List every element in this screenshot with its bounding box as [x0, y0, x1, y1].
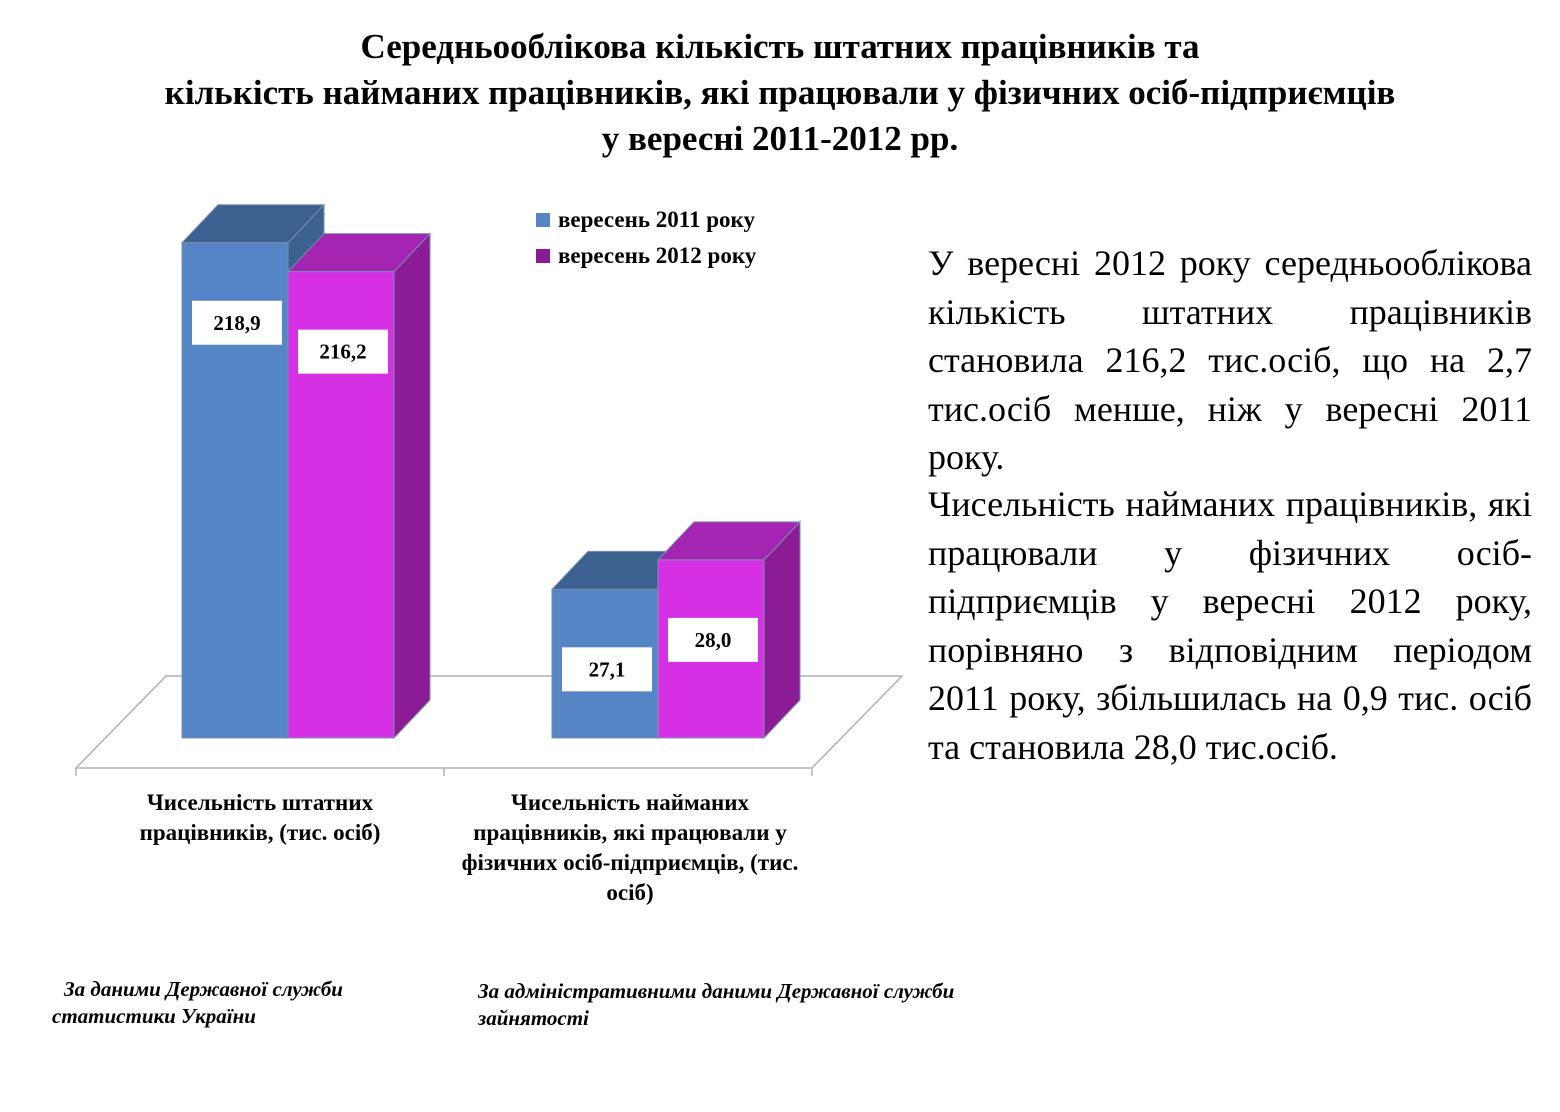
category-label-staff: Чисельність штатних працівників, (тис. осіб): [139, 790, 381, 845]
source-note-employment: За адміністративними даними Державної служби зайнятості: [478, 979, 955, 1030]
summary-paragraph-2: Чисельність найманих працівників, які працювали у фізичних осіб-підприємців у вересні 2012 року, порівняно з відповідним періодом 2011 року, збільшилась на 0,9 тис. осіб та становила 28,0 тис.осіб.: [928, 484, 1532, 767]
bar-2012-cat1-label: 216,2: [319, 339, 367, 364]
source-note-statistics: За даними Державної служби статистики України: [52, 977, 343, 1028]
legend-item-2011: [536, 202, 756, 238]
legend-label-2011: вересень 2011 року: [558, 207, 755, 232]
chart-legend: [536, 202, 756, 274]
title-line-1: Середньооблікова кількість штатних працівників та: [360, 27, 1200, 66]
legend-item-2012: [536, 238, 756, 274]
legend-swatch-2011: [536, 213, 550, 227]
title-line-3: у вересні 2011-2012 рр.: [601, 119, 959, 158]
legend-label-2012: вересень 2012 року: [558, 243, 757, 268]
summary-paragraph-1: У вересні 2012 року середньооблікова кількість штатних працівників становила 216,2 тис.осіб, що на 2,7 тис.осіб менше, ніж у вересні 2011 року.: [928, 243, 1532, 477]
bar-2012-cat1-side: [394, 234, 430, 738]
title-line-2: кількість найманих працівників, які працювали у фізичних осіб-підприємців: [164, 73, 1396, 112]
category-label-hired: Чисельність найманих працівників, які працювали у фізичних осіб-підприємців, (тис. осіб): [461, 790, 799, 905]
bar-2012-cat2-label: 28,0: [694, 627, 732, 652]
legend-swatch-2012: [536, 249, 550, 263]
bar-2011-cat2-label: 27,1: [588, 657, 626, 682]
bar-2011-cat1-label: 218,9: [213, 310, 261, 335]
